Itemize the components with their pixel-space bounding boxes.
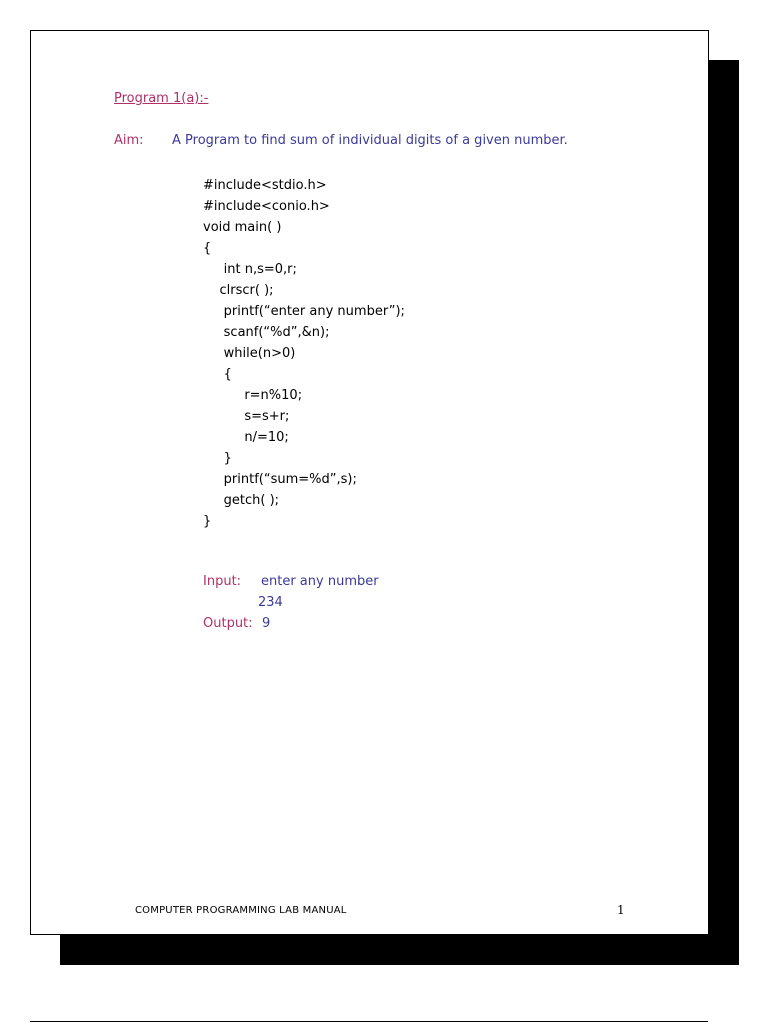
output-label: Output: bbox=[203, 616, 253, 631]
code-line: n/=10; bbox=[203, 430, 289, 445]
aim-label: Aim: bbox=[114, 133, 144, 148]
input-label: Input: bbox=[203, 574, 242, 589]
code-line: void main( ) bbox=[203, 220, 282, 235]
code-line: printf(“enter any number”); bbox=[203, 304, 405, 319]
page-number: 1 bbox=[617, 903, 625, 917]
input-prompt: enter any number bbox=[261, 574, 379, 589]
code-line: } bbox=[203, 451, 232, 466]
output-value: 9 bbox=[262, 616, 271, 631]
code-line: #include<conio.h> bbox=[203, 199, 330, 214]
program-heading: Program 1(a):- bbox=[114, 91, 209, 106]
document-page bbox=[30, 30, 709, 935]
code-line: r=n%10; bbox=[203, 388, 303, 403]
code-line: clrscr( ); bbox=[203, 283, 274, 298]
code-line: while(n>0) bbox=[203, 346, 296, 361]
code-line: printf(“sum=%d”,s); bbox=[203, 472, 357, 487]
code-line: { bbox=[203, 241, 212, 256]
code-line: getch( ); bbox=[203, 493, 280, 508]
code-line: { bbox=[203, 367, 232, 382]
footer-title: COMPUTER PROGRAMMING LAB MANUAL bbox=[135, 905, 347, 916]
input-value: 234 bbox=[258, 595, 283, 610]
code-line: s=s+r; bbox=[203, 409, 290, 424]
code-line: int n,s=0,r; bbox=[203, 262, 297, 277]
code-line: scanf(“%d”,&n); bbox=[203, 325, 330, 340]
bottom-rule bbox=[30, 1021, 708, 1022]
code-block bbox=[203, 175, 405, 532]
code-line: } bbox=[203, 514, 212, 529]
aim-text: A Program to find sum of individual digits of a given number. bbox=[172, 133, 568, 148]
code-line: #include<stdio.h> bbox=[203, 178, 327, 193]
